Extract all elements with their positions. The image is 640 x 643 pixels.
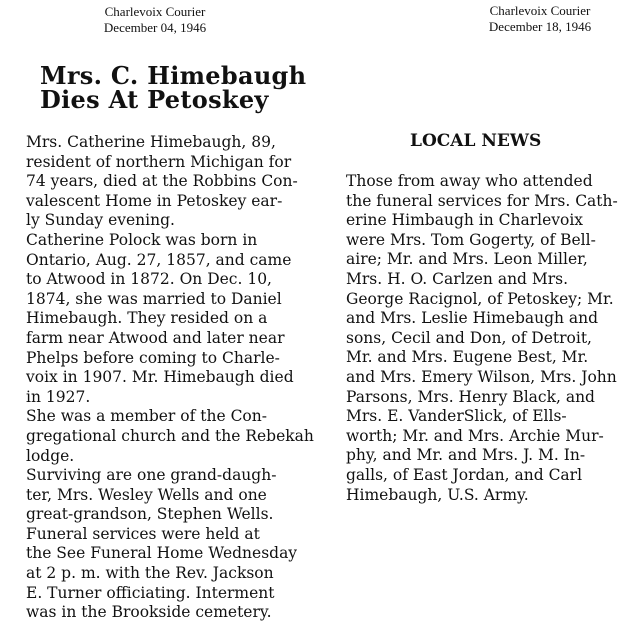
text-line: resident of northern Michigan for [26, 152, 292, 171]
paragraph [2, 231, 302, 407]
local-news-title: LOCAL NEWS [410, 131, 542, 151]
masthead-right [450, 3, 630, 35]
obituary-clipping [0, 0, 314, 623]
text-line: Phelps before coming to Charle- [26, 348, 280, 367]
paragraph [2, 407, 314, 466]
text-line: Mrs. E. VanderSlick, of Ells- [346, 407, 567, 426]
text-line: to Atwood in 1872. On Dec. 10, [26, 270, 272, 289]
text-line: 1874, she was married to Daniel [26, 289, 282, 308]
text-line: phy, and Mr. and Mrs. J. M. In- [346, 446, 586, 465]
obituary-body [2, 133, 314, 623]
text-line: Himebaugh, U.S. Army. [346, 485, 529, 504]
paragraph [2, 133, 302, 231]
text-line: Funeral services were held at [26, 524, 260, 543]
text-line: Ontario, Aug. 27, 1857, and came [26, 250, 292, 269]
text-line: Those from away who attended [346, 172, 593, 190]
text-line: aire; Mr. and Mrs. Leon Miller, [346, 250, 588, 269]
text-line: valescent Home in Petoskey ear- [26, 191, 283, 210]
text-line: ter, Mrs. Wesley Wells and one [26, 485, 267, 504]
obituary-headline [40, 61, 310, 114]
text-line: George Racignol, of Petoskey; Mr. [346, 289, 614, 308]
text-line: gregational church and the Rebekah [26, 426, 314, 445]
text-line: galls, of East Jordan, and Carl [346, 465, 583, 484]
text-line: sons, Cecil and Don, of Detroit, [346, 328, 592, 347]
text-line: and Mrs. Leslie Himebaugh and [346, 309, 599, 328]
text-line: was in the Brookside cemetery. [26, 603, 272, 622]
paragraph [2, 466, 302, 525]
newspaper-name: Charlevoix Courier [104, 4, 206, 19]
paragraph [2, 525, 302, 623]
text-line: ly Sunday evening. [26, 211, 175, 230]
text-line: erine Himbaugh in Charlevoix [346, 211, 584, 230]
text-line: at 2 p. m. with the Rev. Jackson [26, 564, 274, 583]
text-line: were Mrs. Tom Gogerty, of Bell- [346, 230, 596, 249]
text-line: in 1927. [26, 387, 91, 406]
text-line: Catherine Polock was born in [26, 230, 258, 249]
newspaper-name: Charlevoix Courier [489, 3, 591, 18]
headline-line: Mrs. C. Himebaugh [40, 61, 307, 90]
issue-date: December 18, 1946 [488, 19, 592, 34]
text-line: voix in 1907. Mr. Himebaugh died [26, 368, 294, 387]
text-line: lodge. [26, 446, 75, 465]
text-line: E. Turner officiating. Interment [26, 583, 275, 602]
text-line: Mr. and Mrs. Eugene Best, Mr. [346, 348, 589, 367]
local-news-clipping [318, 0, 640, 505]
text-line: and Mrs. Emery Wilson, Mrs. John [346, 367, 617, 386]
text-line: the See Funeral Home Wednesday [26, 544, 298, 563]
local-news-body [322, 172, 624, 505]
text-line: farm near Atwood and later near [26, 328, 285, 347]
issue-date: December 04, 1946 [103, 20, 207, 35]
text-line: Mrs. H. O. Carlzen and Mrs. [346, 269, 569, 288]
text-line: Surviving are one grand-daugh- [26, 466, 277, 485]
text-line: the funeral services for Mrs. Cath- [346, 191, 618, 210]
text-line: Parsons, Mrs. Henry Black, and [346, 387, 595, 406]
text-line: Mrs. Catherine Himebaugh, 89, [26, 133, 276, 151]
text-line: Himebaugh. They resided on a [26, 309, 268, 328]
headline-line: Dies At Petoskey [40, 85, 269, 114]
paragraph [322, 172, 624, 505]
text-line: great-grandson, Stephen Wells. [26, 505, 274, 524]
text-line: 74 years, died at the Robbins Con- [26, 172, 298, 191]
text-line: She was a member of the Con- [26, 407, 267, 426]
masthead-left [20, 4, 290, 36]
text-line: worth; Mr. and Mrs. Archie Mur- [346, 426, 604, 445]
